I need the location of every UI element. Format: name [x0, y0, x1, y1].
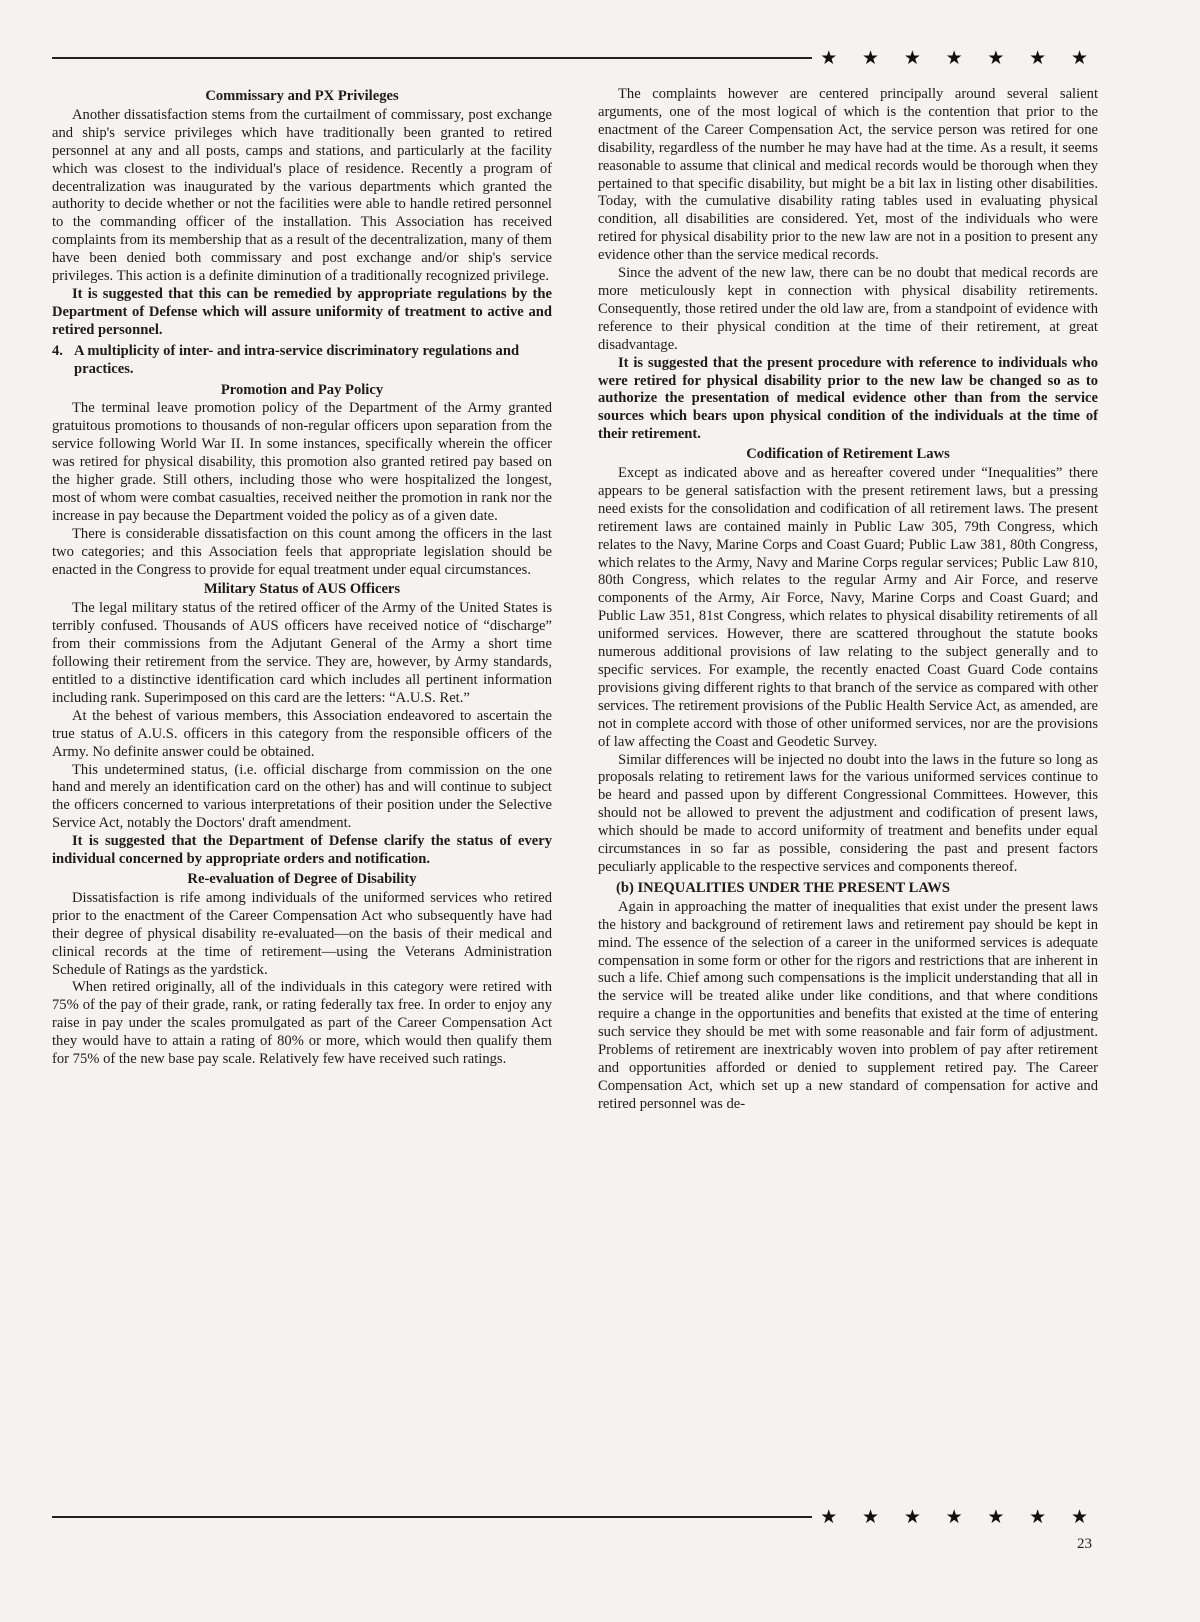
heading-aus-officers: Military Status of AUS Officers: [203, 581, 401, 598]
top-rule-line: [52, 57, 812, 59]
heading-commissary-px: Commissary and PX Privileges: [205, 88, 399, 104]
page-number: 23: [1077, 1536, 1092, 1552]
heading-codification: Codification of Retirement Laws: [746, 446, 950, 463]
paragraph: This undetermined status, (i.e. official discharge from commission on the one hand and merely an identification card on the other) has and will continue to subject the officers concerned to various interpretations of their position under the Selective Service Act, notably the Doctors' draft amendment.: [52, 761, 552, 832]
paragraph: At the behest of various members, this Association endeavored to ascertain the true status of A.U.S. officers in this category from the responsible officers of the Army. No definite answer could be obtained.: [52, 707, 552, 760]
paragraph: Another dissatisfaction stems from the curtailment of commissary, post exchange and ship's service privileges which have traditionally been granted to retired personnel at any and all posts, camps and stations, and particularly at the facility which was closest to the individual's place of residence. Recently a program of decentralization was inaugurated by the various departments which granted the authority to decide whether or not the facilities were able to handle retired personnel to the commanding officer of the installation. This Association has received complaints from its membership that as a result of the decentralization, many of them have been denied both commissary and post exchange and/or ship's service privileges. This action is a definite diminution of a traditionally recognized privilege.: [52, 106, 552, 285]
paragraph: The complaints however are centered principally around several salient arguments, one of the most logical of which is the contention that prior to the enactment of the Career Compensation Act, the service person was retired for one disability, regardless of the number he may have had at the time. As a result, it seems reasonable to assume that clinical and medical records would be thorough when they pertained to that specific disability, but might be a bit lax in listing other disabilities. Today, with the cumulative disability rating tables used in evaluating physical condition, all disabilities are considered. Yet, most of the individuals who were retired for physical disability prior to the new law are not in a position to present any evidence other than the service medical records.: [598, 86, 1098, 264]
bottom-rule-line: [52, 1516, 812, 1518]
paragraph: The legal military status of the retired officer of the Army of the United States is terribly confused. Thousands of AUS officers have received notice of “discharge” from their commissions from the Adjutant General of the Army a short time following their retirement from the service. They are, however, by Army standards, entitled to a distinctive identification card which includes all pertinent information including rank. Superimposed on this card are the letters: “A.U.S. Ret.”: [52, 600, 552, 706]
heading-inequalities: (b) INEQUALITIES UNDER THE PRESENT LAWS: [616, 879, 950, 896]
right-column: [598, 86, 1098, 1114]
item-number: 4.: [52, 342, 63, 359]
heading-promotion-pay: Promotion and Pay Policy: [220, 381, 384, 398]
suggestion-paragraph: It is suggested that this can be remedied by appropriate regulations by the Department of Defense which will assure uniformity of treatment to active and retired personnel.: [52, 285, 552, 338]
bottom-rule: [52, 1507, 1098, 1527]
heading-re-evaluation: Re-evaluation of Degree of Disability: [187, 870, 417, 887]
paragraph: Dissatisfaction is rife among individuals of the uniformed services who retired prior to the enactment of the Career Compensation Act who subsequently have had their degree of physical disability re-evaluated—on the basis of their medical and clinical records at the time of retirement—using the Veterans Administration Schedule of Ratings as the yardstick.: [52, 889, 552, 978]
top-stars-ornament: ★ ★ ★ ★ ★ ★ ★: [820, 47, 1098, 69]
bottom-stars-ornament: ★ ★ ★ ★ ★ ★ ★: [820, 1506, 1098, 1528]
paragraph: The terminal leave promotion policy of the Department of the Army granted gratuitous promotions to thousands of non-regular officers upon separation from the service following World War II. In some instances, specifically wherein the officer was retired for physical disability, this promotion also granted retired pay based on the higher grade. Still others, including those who were hospitalized the longest, most of whom were combat casualties, received neither the promotion in rank nor the increase in pay because the Department voided the policy as of a given date.: [52, 400, 552, 524]
item-text: A multiplicity of inter- and intra-service discriminatory regulations and practices.: [74, 342, 520, 377]
suggestion-paragraph: It is suggested that the Department of Defense clarify the status of every individual concerned by appropriate orders and notification.: [52, 833, 552, 868]
paragraph: Again in approaching the matter of inequalities that exist under the present laws the history and background of retirement laws and retirement pay should be kept in mind. The essence of the selection of a career in the uniformed services is adequate compensation in some form or other for the rigors and restrictions that are inherent in such a life. Chief among such compensations is the implicit understanding that all in the service will be treated alike under like conditions, and that where conditions require a change in the opportunities and benefits that existed at the time of entering such service they should be met with some reasonable and fair form of adjustment. Problems of retirement are inextricably woven into problem of pay after retirement and opportunities afforded or denied to supplement retired pay. The Career Compensation Act, which set up a new standard of compensation for active and retired personnel was de-: [598, 898, 1098, 1112]
suggestion-paragraph: It is suggested that the present procedure with reference to individuals who were retired for physical disability prior to the new law be changed so as to authorize the presentation of medical evidence other than from the service sources which bears upon physical condition of the individuals at the time of their retirement.: [598, 354, 1098, 443]
paragraph: Except as indicated above and as hereafter covered under “Inequalities” there appears to be general satisfaction with the present retirement laws, but a pressing need exists for the consolidation and codification of all retirement laws. The present retirement laws are contained mainly in Public Law 305, 79th Congress, which relates to the Navy, Marine Corps and Coast Guard; Public Law 381, 80th Congress, which relates to the Army, Navy and Marine Corps regular services; Public Law 810, 80th Congress, which relates to the regular Army and Air Force, and reserve components of the Army, Air Force, Navy, Marine Corps and Coast Guard; and Public Law 351, 81st Congress, which relates to physical disability retirements of all uniformed services. However, there are scattered throughout the statute books numerous additional provisions of law relating to the subject generally and to specific services. For example, the recently enacted Coast Guard Code contains provisions giving different rights to that branch of the service as compared with other services. The retirement provisions of the Public Health Service Act, as amended, are not in complete accord with those of other uniformed services, nor are the provisions of law affecting the Coast and Geodetic Survey.: [598, 465, 1098, 750]
paragraph: When retired originally, all of the individuals in this category were retired with 75% of the pay of their grade, rank, or rating federally tax free. In order to enjoy any raise in pay under the scales promulgated as part of the Career Compensation Act they would have to attain a rating of 80% or more, which would then qualify them for 75% of the new base pay scale. Relatively few have received such ratings.: [52, 979, 552, 1068]
top-rule: [52, 48, 1098, 68]
paragraph: There is considerable dissatisfaction on this count among the officers in the last two categories; and this Association feels that appropriate legislation should be enacted in the Congress to provide for equal treatment under equal circumstances.: [52, 525, 552, 578]
paragraph: Similar differences will be injected no doubt into the laws in the future so long as proposals relating to retirement laws for the various uniformed services continue to be heard and passed upon by different Congressional Committees. However, this should not be allowed to prevent the adjustment and codification of present laws, which should be made to accord uniformity of treatment and benefits under equal circumstances in so far as possible, considering the past and present factors peculiarly applicable to the respective services and components thereof.: [598, 751, 1098, 875]
paragraph: Since the advent of the new law, there can be no doubt that medical records are more meticulously kept in connection with physical disability retirements. Consequently, those retired under the old law are, from a standpoint of evidence with reference to their physical condition at the time of their retirement, at great disadvantage.: [598, 265, 1098, 353]
left-column: [52, 86, 552, 1069]
numbered-item-4: [52, 343, 552, 379]
